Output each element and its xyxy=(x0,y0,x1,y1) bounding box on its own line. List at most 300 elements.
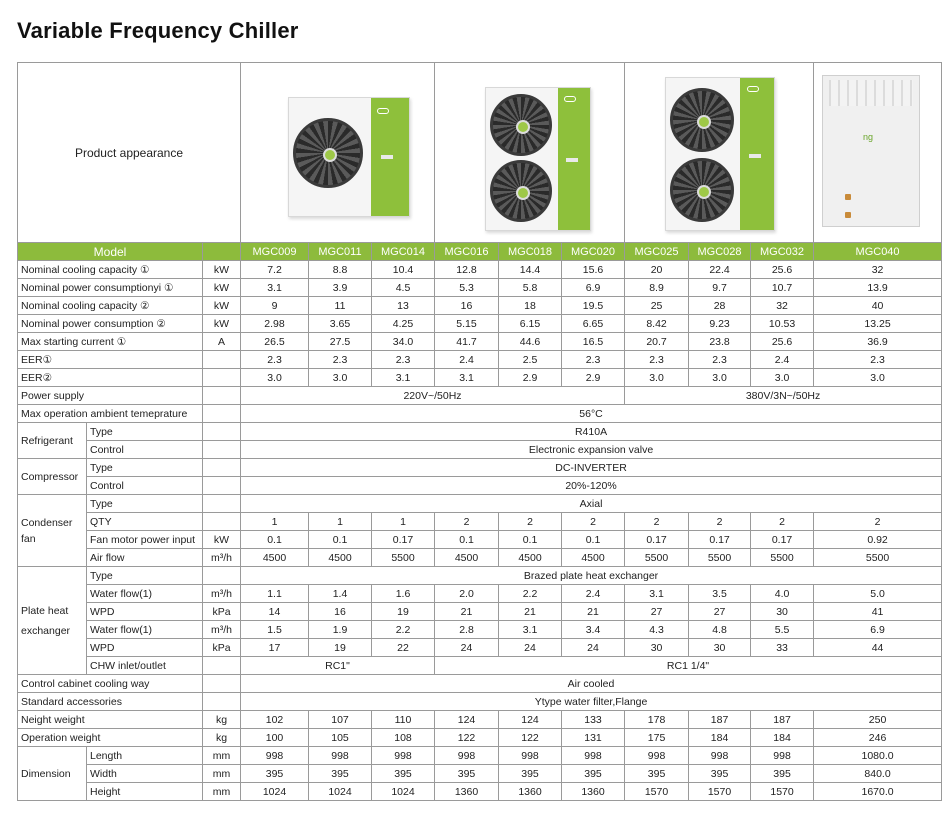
value-cell: 21 xyxy=(435,603,499,621)
value-cell: 4500 xyxy=(309,549,372,567)
value-cell: 34.0 xyxy=(372,333,435,351)
value-cell: 20 xyxy=(625,261,689,279)
value-cell: 20.7 xyxy=(625,333,689,351)
value-cell: 41 xyxy=(814,603,942,621)
group-label xyxy=(18,495,87,567)
value-cell: 1570 xyxy=(751,783,814,801)
row-label: Control xyxy=(87,477,203,495)
cabinet-row xyxy=(18,675,942,693)
value-cell: 0.92 xyxy=(814,531,942,549)
value-cell: 131 xyxy=(562,729,625,747)
spec-row xyxy=(18,351,942,369)
value-cell: 2.2 xyxy=(499,585,562,603)
value-cell: 998 xyxy=(372,747,435,765)
value-cell: 395 xyxy=(689,765,751,783)
row-label: Operation weight xyxy=(18,729,203,747)
unit-cell: A xyxy=(203,333,241,351)
value-cell: 9.23 xyxy=(689,315,751,333)
value-cell: 1 xyxy=(372,513,435,531)
value-cell: 19 xyxy=(309,639,372,657)
model-name-cell: MGC016 xyxy=(435,243,499,261)
value-cell: 23.8 xyxy=(689,333,751,351)
value-cell: 40 xyxy=(814,297,942,315)
appearance-label: Product appearance xyxy=(18,63,241,243)
value-cell: 1.6 xyxy=(372,585,435,603)
value-cell: 24 xyxy=(435,639,499,657)
value-cell: 998 xyxy=(435,747,499,765)
row-label: QTY xyxy=(87,513,203,531)
value-cell: 7.2 xyxy=(241,261,309,279)
value-cell: 3.1 xyxy=(241,279,309,297)
value-cell: 2.9 xyxy=(499,369,562,387)
value-cell: 6.65 xyxy=(562,315,625,333)
value-cell: 0.17 xyxy=(625,531,689,549)
row-label: Water flow(1) xyxy=(87,621,203,639)
value-cell: 2.9 xyxy=(562,369,625,387)
value-cell: 10.53 xyxy=(751,315,814,333)
value-cell: 175 xyxy=(625,729,689,747)
value-cell: 1 xyxy=(241,513,309,531)
value-cell: 20%-120% xyxy=(241,477,942,495)
spec-row xyxy=(18,297,942,315)
plate-row xyxy=(18,585,942,603)
value-cell: 3.1 xyxy=(625,585,689,603)
plate-type-row xyxy=(18,567,942,585)
value-cell: 1080.0 xyxy=(814,747,942,765)
weight-row xyxy=(18,729,942,747)
value-cell: 0.1 xyxy=(309,531,372,549)
row-label: Neight weight xyxy=(18,711,203,729)
unit-cell: kPa xyxy=(203,639,241,657)
value-cell: 395 xyxy=(751,765,814,783)
value-cell: 25 xyxy=(625,297,689,315)
value-cell: 2.2 xyxy=(372,621,435,639)
value-cell: 395 xyxy=(241,765,309,783)
model-name-cell: MGC009 xyxy=(241,243,309,261)
spec-row xyxy=(18,315,942,333)
row-label: Type xyxy=(87,495,203,513)
unit-cell xyxy=(203,369,241,387)
group-label: Refrigerant xyxy=(18,423,87,459)
value-cell: 3.1 xyxy=(435,369,499,387)
value-cell: 25.6 xyxy=(751,261,814,279)
value-cell: 3.0 xyxy=(625,369,689,387)
group-label: Compressor xyxy=(18,459,87,495)
unit-cell xyxy=(203,459,241,477)
row-label: WPD xyxy=(87,639,203,657)
value-cell: 41.7 xyxy=(435,333,499,351)
value-cell: 16 xyxy=(435,297,499,315)
value-cell: 998 xyxy=(499,747,562,765)
value-cell: 19 xyxy=(372,603,435,621)
value-cell: 2.3 xyxy=(562,351,625,369)
row-label: Height xyxy=(87,783,203,801)
value-cell: 2.3 xyxy=(241,351,309,369)
value-cell: 2 xyxy=(435,513,499,531)
row-label: CHW inlet/outlet xyxy=(87,657,203,675)
value-cell: 5500 xyxy=(625,549,689,567)
row-label: Max starting current ① xyxy=(18,333,203,351)
value-cell: 1024 xyxy=(241,783,309,801)
row-label: Nominal power consumption ② xyxy=(18,315,203,333)
value-cell: 0.1 xyxy=(241,531,309,549)
value-cell: 184 xyxy=(751,729,814,747)
value-cell: 2.4 xyxy=(751,351,814,369)
value-cell: 2.3 xyxy=(372,351,435,369)
value-cell: 1570 xyxy=(625,783,689,801)
image-unit-cabinet xyxy=(814,63,942,243)
value-cell: 124 xyxy=(499,711,562,729)
value-cell: 2.3 xyxy=(814,351,942,369)
value-cell: 1.1 xyxy=(241,585,309,603)
row-label: EER② xyxy=(18,369,203,387)
value-cell: 8.42 xyxy=(625,315,689,333)
value-cell: 395 xyxy=(435,765,499,783)
unit-cell: kW xyxy=(203,297,241,315)
value-cell: 3.1 xyxy=(499,621,562,639)
value-cell: 3.1 xyxy=(372,369,435,387)
value-cell: 102 xyxy=(241,711,309,729)
value-cell: 25.6 xyxy=(751,333,814,351)
plate-row xyxy=(18,639,942,657)
model-unit-cell xyxy=(203,243,241,261)
unit-cell: kW xyxy=(203,279,241,297)
value-cell: 5.0 xyxy=(814,585,942,603)
value-cell: 30 xyxy=(625,639,689,657)
value-cell: 22 xyxy=(372,639,435,657)
row-label: Nominal power consumptionyi ① xyxy=(18,279,203,297)
unit-cell xyxy=(203,423,241,441)
accessories-row xyxy=(18,693,942,711)
value-cell: 30 xyxy=(689,639,751,657)
value-cell: 0.1 xyxy=(562,531,625,549)
plate-chw-row xyxy=(18,657,942,675)
value-cell: 105 xyxy=(309,729,372,747)
value-cell: 5500 xyxy=(814,549,942,567)
value-cell: 2.3 xyxy=(689,351,751,369)
value-cell: 4.5 xyxy=(372,279,435,297)
value-cell: 9.7 xyxy=(689,279,751,297)
value-cell: 2.3 xyxy=(625,351,689,369)
value-cell: 4500 xyxy=(435,549,499,567)
value-cell: 6.15 xyxy=(499,315,562,333)
dimension-row xyxy=(18,765,942,783)
value-cell: 4500 xyxy=(499,549,562,567)
group-label xyxy=(18,567,87,675)
value-cell: 5.8 xyxy=(499,279,562,297)
value-cell: 3.9 xyxy=(309,279,372,297)
value-cell: 2.0 xyxy=(435,585,499,603)
value-cell: Axial xyxy=(241,495,942,513)
value-cell: 44 xyxy=(814,639,942,657)
value-cell: 8.8 xyxy=(309,261,372,279)
value-cell: 2.4 xyxy=(435,351,499,369)
row-label: Fan motor power input xyxy=(87,531,203,549)
image-unit-medium xyxy=(435,63,625,243)
value-cell: 3.65 xyxy=(309,315,372,333)
row-label: Width xyxy=(87,765,203,783)
value-cell: 380V/3N~/50Hz xyxy=(625,387,942,405)
model-header-row xyxy=(18,243,942,261)
group-label-line: exchanger xyxy=(21,624,71,637)
unit-cell: kPa xyxy=(203,603,241,621)
value-cell: Electronic expansion valve xyxy=(241,441,942,459)
row-label: Standard accessories xyxy=(18,693,203,711)
value-cell: 187 xyxy=(689,711,751,729)
spec-row xyxy=(18,369,942,387)
value-cell: 26.5 xyxy=(241,333,309,351)
value-cell: 24 xyxy=(499,639,562,657)
value-cell: 1360 xyxy=(499,783,562,801)
dimension-row xyxy=(18,783,942,801)
logo-icon: ng xyxy=(863,132,874,142)
refrigerant-control-row xyxy=(18,441,942,459)
value-cell: 18 xyxy=(499,297,562,315)
row-label: Nominal cooling capacity ① xyxy=(18,261,203,279)
value-cell: Air cooled xyxy=(241,675,942,693)
unit-cell xyxy=(203,495,241,513)
image-unit-small xyxy=(241,63,435,243)
value-cell: 5.15 xyxy=(435,315,499,333)
row-label: WPD xyxy=(87,603,203,621)
unit-cell xyxy=(203,657,241,675)
model-name-cell: MGC011 xyxy=(309,243,372,261)
compressor-type-row xyxy=(18,459,942,477)
value-cell: 1670.0 xyxy=(814,783,942,801)
value-cell: 3.0 xyxy=(751,369,814,387)
value-cell: 13 xyxy=(372,297,435,315)
value-cell: 998 xyxy=(241,747,309,765)
model-name-cell: MGC020 xyxy=(562,243,625,261)
value-cell: 0.17 xyxy=(689,531,751,549)
unit-cell: m³/h xyxy=(203,549,241,567)
value-cell: 30 xyxy=(751,603,814,621)
value-cell: 100 xyxy=(241,729,309,747)
value-cell: 122 xyxy=(499,729,562,747)
row-label: Nominal cooling capacity ② xyxy=(18,297,203,315)
value-cell: 27 xyxy=(689,603,751,621)
unit-cell xyxy=(203,477,241,495)
value-cell: 4.3 xyxy=(625,621,689,639)
value-cell: 184 xyxy=(689,729,751,747)
value-cell: 44.6 xyxy=(499,333,562,351)
value-cell: 16 xyxy=(309,603,372,621)
unit-cell: m³/h xyxy=(203,621,241,639)
value-cell: RC1" xyxy=(241,657,435,675)
value-cell: 22.4 xyxy=(689,261,751,279)
value-cell: 1 xyxy=(309,513,372,531)
unit-cell xyxy=(203,693,241,711)
row-label: Control xyxy=(87,441,203,459)
value-cell: 122 xyxy=(435,729,499,747)
value-cell: 3.5 xyxy=(689,585,751,603)
row-label: Type xyxy=(87,567,203,585)
value-cell: 21 xyxy=(499,603,562,621)
value-cell: 9 xyxy=(241,297,309,315)
unit-cell: kW xyxy=(203,531,241,549)
value-cell: 10.4 xyxy=(372,261,435,279)
value-cell: Brazed plate heat exchanger xyxy=(241,567,942,585)
value-cell: 0.1 xyxy=(499,531,562,549)
model-name-cell: MGC018 xyxy=(499,243,562,261)
value-cell: 998 xyxy=(309,747,372,765)
condenser-air-row xyxy=(18,549,942,567)
value-cell: 395 xyxy=(372,765,435,783)
value-cell: 2.3 xyxy=(309,351,372,369)
value-cell: 0.17 xyxy=(372,531,435,549)
value-cell: 395 xyxy=(499,765,562,783)
value-cell: 12.8 xyxy=(435,261,499,279)
plate-row xyxy=(18,621,942,639)
value-cell: 395 xyxy=(625,765,689,783)
value-cell: RC1 1/4" xyxy=(435,657,942,675)
value-cell: 246 xyxy=(814,729,942,747)
power-supply-row xyxy=(18,387,942,405)
value-cell: 2 xyxy=(689,513,751,531)
value-cell: 998 xyxy=(751,747,814,765)
condenser-power-row xyxy=(18,531,942,549)
value-cell: 2.8 xyxy=(435,621,499,639)
value-cell: 3.0 xyxy=(689,369,751,387)
group-label: Dimension xyxy=(18,747,87,801)
row-label: Type xyxy=(87,459,203,477)
unit-cell: kg xyxy=(203,711,241,729)
value-cell: 4500 xyxy=(562,549,625,567)
value-cell: 1570 xyxy=(689,783,751,801)
value-cell: 220V~/50Hz xyxy=(241,387,625,405)
unit-cell: kg xyxy=(203,729,241,747)
value-cell: 14 xyxy=(241,603,309,621)
value-cell: 33 xyxy=(751,639,814,657)
row-label: Length xyxy=(87,747,203,765)
value-cell: 0.17 xyxy=(751,531,814,549)
unit-cell xyxy=(203,387,241,405)
value-cell: 10.7 xyxy=(751,279,814,297)
value-cell: 1360 xyxy=(562,783,625,801)
unit-cell xyxy=(203,441,241,459)
condenser-type-row xyxy=(18,495,942,513)
value-cell: 17 xyxy=(241,639,309,657)
value-cell: 2 xyxy=(625,513,689,531)
refrigerant-type-row xyxy=(18,423,942,441)
value-cell: 3.0 xyxy=(309,369,372,387)
value-cell: 998 xyxy=(689,747,751,765)
value-cell: DC-INVERTER xyxy=(241,459,942,477)
value-cell: 395 xyxy=(562,765,625,783)
group-label-line: Plate heat xyxy=(21,604,69,617)
value-cell: 32 xyxy=(814,261,942,279)
value-cell: 2 xyxy=(499,513,562,531)
unit-cell xyxy=(203,513,241,531)
row-label: Max operation ambient temeprature xyxy=(18,405,203,423)
value-cell: 110 xyxy=(372,711,435,729)
unit-cell xyxy=(203,405,241,423)
unit-cell: kW xyxy=(203,315,241,333)
page-title: Variable Frequency Chiller xyxy=(17,18,299,43)
value-cell: 840.0 xyxy=(814,765,942,783)
unit-cell: m³/h xyxy=(203,585,241,603)
value-cell: 395 xyxy=(309,765,372,783)
value-cell: 1.5 xyxy=(241,621,309,639)
value-cell: 107 xyxy=(309,711,372,729)
value-cell: 2.98 xyxy=(241,315,309,333)
value-cell: 3.0 xyxy=(814,369,942,387)
value-cell: 24 xyxy=(562,639,625,657)
value-cell: 15.6 xyxy=(562,261,625,279)
row-label: Type xyxy=(87,423,203,441)
value-cell: 1360 xyxy=(435,783,499,801)
unit-cell: kW xyxy=(203,261,241,279)
unit-cell xyxy=(203,675,241,693)
value-cell: 2 xyxy=(814,513,942,531)
value-cell: 5.3 xyxy=(435,279,499,297)
value-cell: 13.25 xyxy=(814,315,942,333)
value-cell: 16.5 xyxy=(562,333,625,351)
value-cell: 1.9 xyxy=(309,621,372,639)
value-cell: 178 xyxy=(625,711,689,729)
value-cell: 1024 xyxy=(372,783,435,801)
value-cell: 5500 xyxy=(689,549,751,567)
spec-table xyxy=(17,62,942,801)
value-cell: 3.0 xyxy=(241,369,309,387)
value-cell: 27.5 xyxy=(309,333,372,351)
value-cell: 6.9 xyxy=(814,621,942,639)
model-name-cell: MGC028 xyxy=(689,243,751,261)
value-cell: Ytype water filter,Flange xyxy=(241,693,942,711)
value-cell: 4500 xyxy=(241,549,309,567)
value-cell: 5500 xyxy=(751,549,814,567)
value-cell: 2.5 xyxy=(499,351,562,369)
value-cell: 2 xyxy=(562,513,625,531)
model-label: Model xyxy=(18,243,203,261)
spec-row xyxy=(18,279,942,297)
dimension-row xyxy=(18,747,942,765)
plate-row xyxy=(18,603,942,621)
unit-cell: mm xyxy=(203,747,241,765)
value-cell: 998 xyxy=(562,747,625,765)
value-cell: 4.25 xyxy=(372,315,435,333)
row-label: Power supply xyxy=(18,387,203,405)
model-name-cell: MGC025 xyxy=(625,243,689,261)
spec-row xyxy=(18,261,942,279)
model-name-cell: MGC040 xyxy=(814,243,942,261)
unit-cell xyxy=(203,351,241,369)
value-cell: 998 xyxy=(625,747,689,765)
value-cell: 19.5 xyxy=(562,297,625,315)
value-cell: R410A xyxy=(241,423,942,441)
value-cell: 133 xyxy=(562,711,625,729)
weight-row xyxy=(18,711,942,729)
group-label-line: fan xyxy=(21,532,36,545)
group-label-line: Condenser xyxy=(21,516,73,529)
row-label: Air flow xyxy=(87,549,203,567)
unit-cell xyxy=(203,567,241,585)
value-cell: 8.9 xyxy=(625,279,689,297)
appearance-row xyxy=(18,63,942,243)
value-cell: 2 xyxy=(751,513,814,531)
image-unit-large xyxy=(625,63,814,243)
row-label: Water flow(1) xyxy=(87,585,203,603)
compressor-control-row xyxy=(18,477,942,495)
value-cell: 124 xyxy=(435,711,499,729)
value-cell: 56°C xyxy=(241,405,942,423)
value-cell: 4.0 xyxy=(751,585,814,603)
value-cell: 6.9 xyxy=(562,279,625,297)
unit-cell: mm xyxy=(203,765,241,783)
value-cell: 13.9 xyxy=(814,279,942,297)
row-label: EER① xyxy=(18,351,203,369)
value-cell: 3.4 xyxy=(562,621,625,639)
